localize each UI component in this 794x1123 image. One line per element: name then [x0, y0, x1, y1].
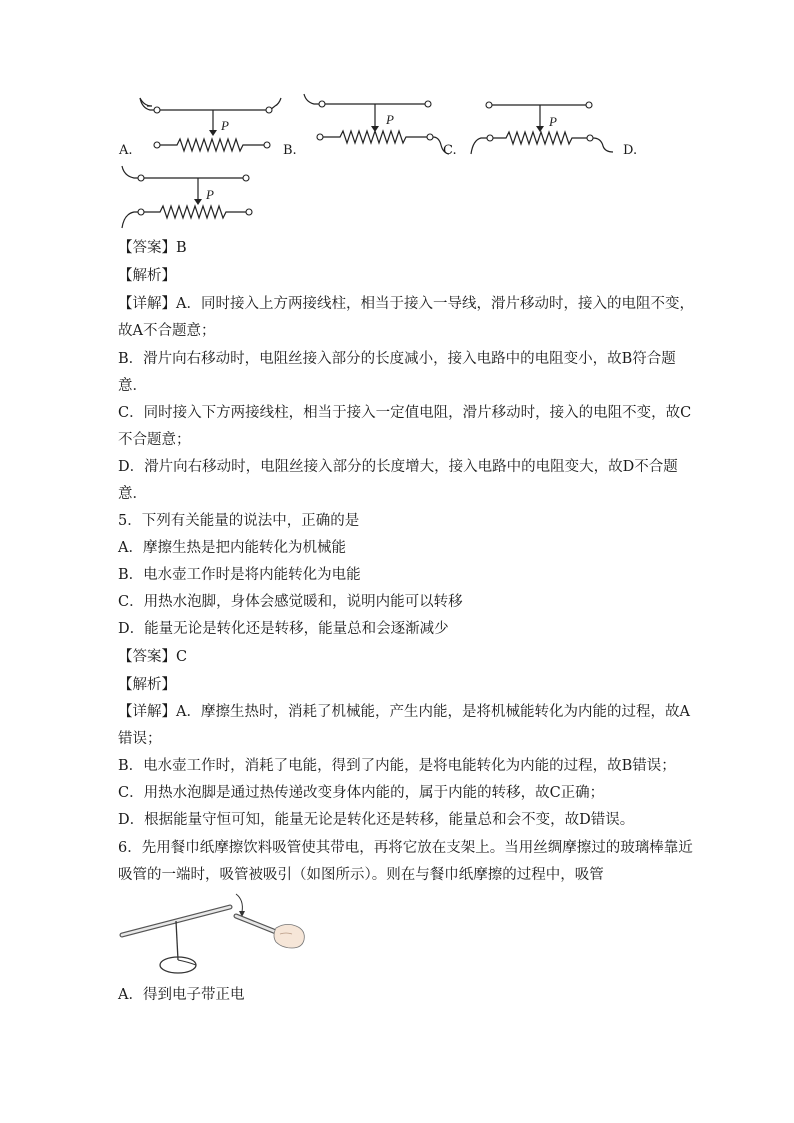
slider-label: P	[549, 114, 557, 129]
q4-detail-line: 不合题意；	[118, 432, 191, 448]
q5-detail-line: D．根据能量守恒可知，能量无论是转化还是转移，能量总和会不变，故D错误。	[118, 812, 635, 828]
option-a-label: A.	[119, 143, 133, 158]
q4-answer: 【答案】B	[118, 240, 187, 256]
slider-label: P	[206, 187, 214, 202]
q4-detail-line: 意．	[118, 378, 147, 394]
q5-option-a: A．摩擦生热是把内能转化为机械能	[118, 540, 346, 556]
q4-detail-line: 意．	[118, 486, 147, 502]
q5-option-b: B．电水壶工作时是将内能转化为电能	[118, 567, 361, 583]
q4-detail-line: C．同时接入下方两接线柱，相当于接入一定值电阻，滑片移动时，接入的电阻不变，故C	[118, 405, 692, 421]
q4-detail-line: D．滑片向右移动时，电阻丝接入部分的长度增大，接入电路中的电阻变大，故D不合题	[118, 459, 678, 475]
q6-option-a: A．得到电子带正电	[118, 987, 245, 1003]
rheostat-diagram-d	[118, 164, 268, 232]
q5-stem: 5．下列有关能量的说法中，正确的是	[118, 513, 360, 529]
q6-stem-line: 吸管的一端时，吸管被吸引（如图所示）。则在与餐巾纸摩擦的过程中，吸管	[118, 867, 604, 883]
q5-answer: 【答案】C	[118, 649, 188, 665]
slider-label: P	[221, 118, 229, 133]
option-c-label: C.	[443, 143, 457, 158]
q4-analysis-tag: 【解析】	[118, 268, 176, 284]
q5-detail-line: B．电水壶工作时，消耗了电能，得到了内能，是将电能转化为内能的过程，故B错误；	[118, 758, 676, 774]
rheostat-diagram-c	[463, 96, 623, 156]
q5-detail-line: 【详解】A．摩擦生热时，消耗了机械能，产生内能，是将机械能转化为内能的过程，故A	[118, 704, 690, 720]
q4-detail-line: 故A不合题意；	[118, 323, 216, 339]
q6-stem-line: 6．先用餐巾纸摩擦饮料吸管使其带电，再将它放在支架上。当用丝绸摩擦过的玻璃棒靠近	[118, 840, 693, 856]
rheostat-diagram-a	[135, 96, 285, 156]
q5-detail-line: C．用热水泡脚是通过热传递改变身体内能的，属于内能的转移，故C正确；	[118, 785, 605, 801]
straw-glass-rod-figure	[118, 890, 308, 978]
q5-option-c: C．用热水泡脚，身体会感觉暖和，说明内能可以转移	[118, 594, 463, 610]
q5-analysis-tag: 【解析】	[118, 677, 176, 693]
q4-detail-line: 【详解】A．同时接入上方两接线柱，相当于接入一导线，滑片移动时，接入的电阻不变，	[118, 296, 694, 312]
q5-detail-line: 错误；	[118, 731, 162, 747]
option-d-label: D.	[623, 143, 638, 158]
rheostat-diagram-b	[300, 92, 450, 156]
slider-label: P	[386, 112, 394, 127]
option-b-label: B.	[283, 143, 297, 158]
q4-detail-line: B．滑片向右移动时，电阻丝接入部分的长度减小，接入电路中的电阻变小，故B符合题	[118, 351, 676, 367]
q5-option-d: D．能量无论是转化还是转移，能量总和会逐渐减少	[118, 621, 449, 637]
